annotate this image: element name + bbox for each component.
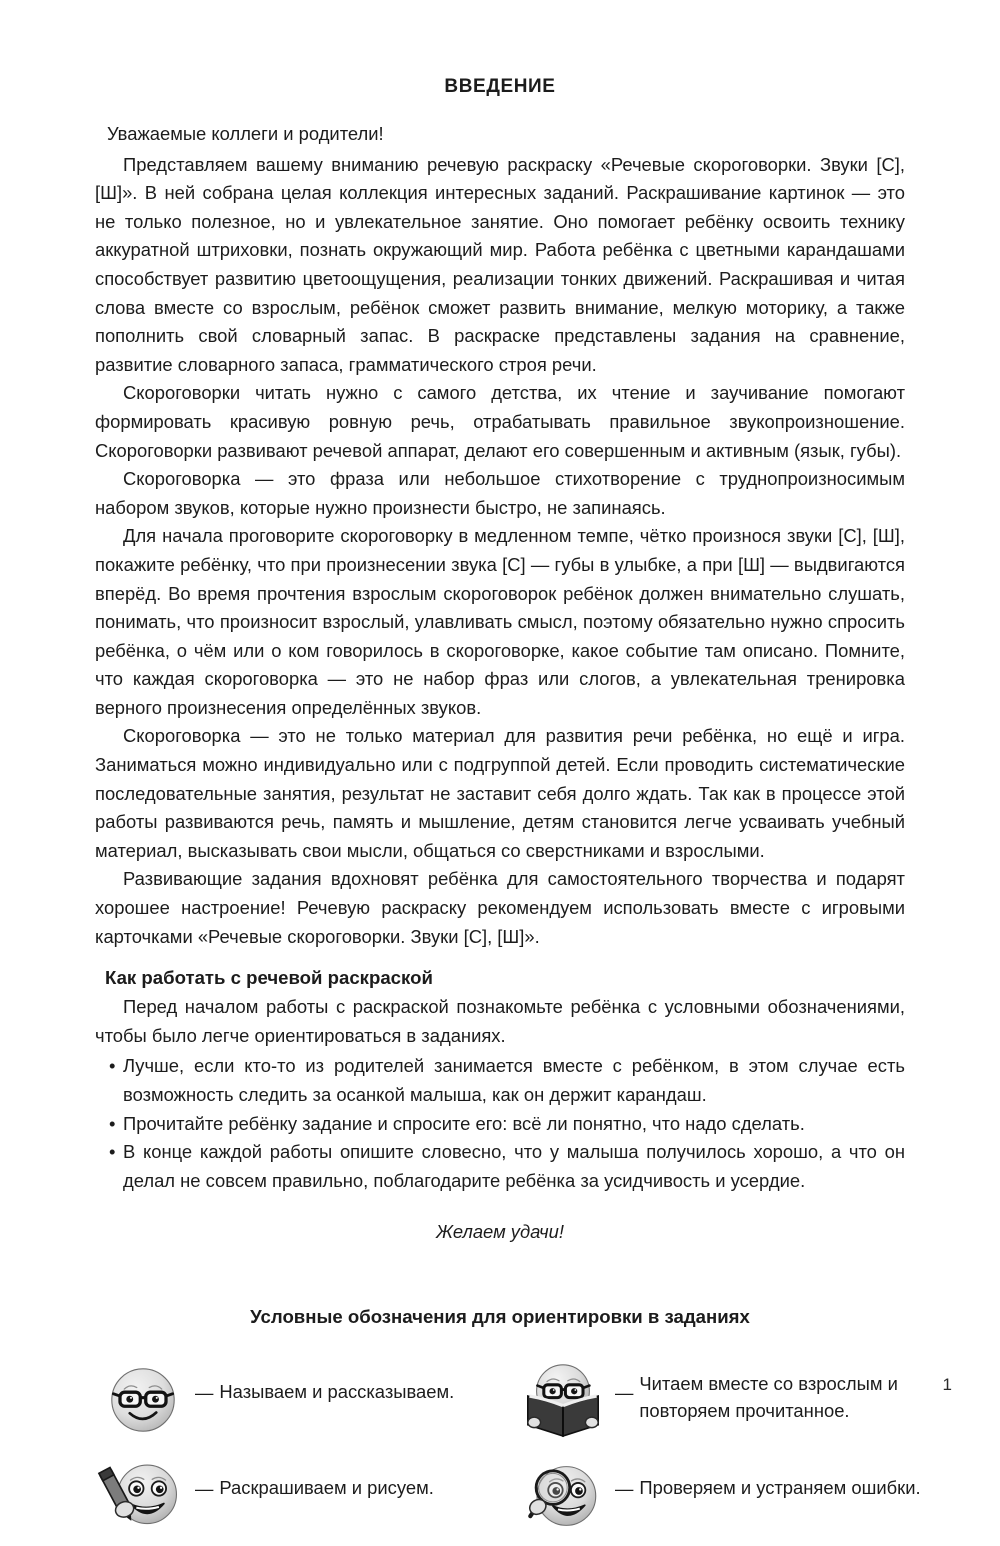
paragraph-3: Скороговорка — это фраза или небольшое стихотворение с труднопроизносимым набором звуков, которые нужно произнести быстро, не запинаясь. [95, 468, 905, 518]
legend-grid [95, 1354, 952, 1546]
bullet-marker: • [109, 1055, 116, 1077]
page-number: 1 [942, 1375, 952, 1394]
section-intro-paragraph: Перед началом работы с раскраской познакомьте ребёнка с условными обозначениями, чтобы было легче ориентироваться в заданиях. [95, 996, 905, 1046]
legend-dash: — [615, 1478, 634, 1500]
paragraph-6: Развивающие задания вдохновят ребёнка для самостоятельного творчества и подарят хорошее настроение! Речевую раскраску рекомендуем использовать вместе с игровыми карточками «Речевые скороговорки. Звуки [С], [Ш]». [95, 868, 905, 947]
instructions-list [95, 1052, 952, 1195]
smiley-glasses-icon [95, 1354, 191, 1446]
paragraph-1: Представляем вашему вниманию речевую раскраску «Речевые скороговорки. Звуки [С], [Ш]». В ней собрана целая коллекция интересных заданий. Раскрашивание картинок — это не только полезное, но и увлекательное занятие. Оно помогает ребёнку освоить технику аккуратной штриховки, познать окружающий мир. Работа ребёнка с цветными карандашами способствует развитию цветоощущения, реализации тонких движений. Раскрашивая и читая слова вместе со взрослым, ребёнок сможет развить внимание, мелкую моторику, а также пополнить свой словарный запас. В раскраске представлены задания на сравнение, развитие словарного запаса, грамматического строя речи. [95, 153, 905, 375]
legend-item-checking [515, 1450, 932, 1546]
list-item [95, 1138, 905, 1195]
legend-item-coloring [95, 1450, 515, 1546]
list-item [95, 1110, 905, 1139]
legend-dash: — [195, 1478, 214, 1500]
smiley-magnifier-icon [515, 1450, 611, 1542]
list-item-text: Прочитайте ребёнку задание и спросите его: всё ли понятно, что надо сделать. [123, 1112, 805, 1134]
list-item-text: В конце каждой работы опишите словесно, что у малыша получилось хорошо, а что он делал не совсем правильно, поблагодарите ребёнка за усидчивость и усердие. [123, 1141, 905, 1191]
legend-label: Читаем вместе со взрослым и повторяем прочитанное. [639, 1373, 898, 1422]
list-item [95, 1052, 905, 1109]
legend-dash: — [195, 1382, 214, 1404]
closing-wish: Желаем удачи! [435, 1221, 565, 1243]
smiley-reading-book-icon [515, 1354, 611, 1446]
page-title: ВВЕДЕНИЕ [444, 76, 556, 97]
paragraph-2: Скороговорки читать нужно с самого детства, их чтение и заучивание помогают формировать красивую ровную речь, отрабатывать правильное звукопроизношение. Скороговорки развивают речевой аппарат, делают его совершенным и активным (язык, губы). [95, 382, 905, 461]
legend-label: Называем и рассказываем. [219, 1381, 455, 1403]
greeting-line: Уважаемые коллеги и родители! [107, 123, 384, 144]
bullet-marker: • [109, 1112, 116, 1134]
bullet-marker: • [109, 1141, 116, 1163]
section-heading: Как работать с речевой раскраской [105, 967, 433, 989]
paragraph-5: Скороговорка — это не только материал для развития речи ребёнка, но ещё и игра. Заниматься можно индивидуально или с подгруппой детей. Если проводить систематические последовательные занятия, результат не заставит себя долго ждать. Так как в процессе этой работы развиваются речь, память и мышление, детям становится легче усваивать учебный материал, высказывать свои мысли, общаться со сверстниками и взрослыми. [95, 725, 905, 861]
legend-dash: — [615, 1382, 634, 1404]
legend-item-reading [515, 1354, 932, 1450]
list-item-text: Лучше, если кто-то из родителей занимается вместе с ребёнком, в этом случае есть возможность следить за осанкой малыша, как он держит карандаш. [123, 1055, 905, 1105]
legend-title: Условные обозначения для ориентировки в заданиях [250, 1306, 750, 1328]
legend-label: Раскрашиваем и рисуем. [219, 1477, 434, 1499]
smiley-pencil-icon [95, 1450, 191, 1542]
legend-label: Проверяем и устраняем ошибки. [639, 1477, 921, 1499]
paragraph-4: Для начала проговорите скороговорку в медленном темпе, чётко произнося звуки [С], [Ш], покажите ребёнку, что при произнесении звука [С] — губы в улыбке, а при [Ш] — выдвигаются вперёд. Во время прочтения взрослым скороговорок ребёнок должен внимательно слушать, понимать, что произносит взрослый, улавливать смысл, поэтому обязательно нужно спросить ребёнка, о чём или о ком говорилось в скороговорке, какое событие там описано. Помните, что каждая скороговорка — это не набор фраз или слогов, а увлекательная тренировка верного произнесения определённых звуков. [95, 525, 905, 718]
legend-item-naming [95, 1354, 515, 1450]
